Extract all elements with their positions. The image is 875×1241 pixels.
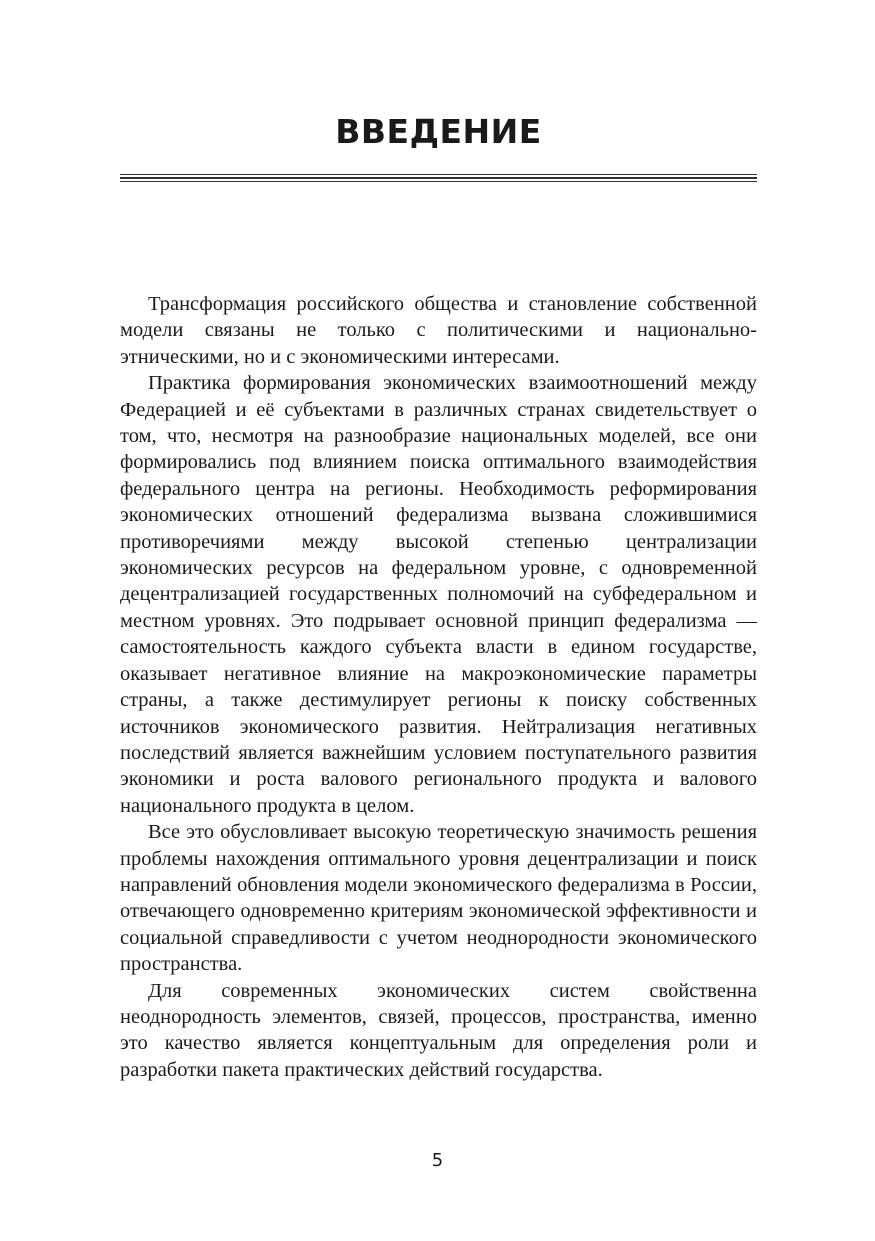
title-rule-bottom <box>120 181 757 182</box>
paragraph-1: Трансформация российского общества и становление собственной модели связаны не только с политическими и национально-этническими, но и с экономическими интересами. <box>120 293 757 368</box>
body-text <box>120 291 757 1083</box>
paragraph-3: Все это обусловливает высокую теоретическую значимость решения проблемы нахождения оптимального уровня децентрализации и поиск направлений обновления модели экономического федерализма в России, отвечающего одновременно критериям экономической эффективности и социальной справедливости с учетом неоднородности экономического пространства. <box>120 821 757 976</box>
chapter-title: ВВЕДЕНИЕ <box>335 112 542 151</box>
paragraph-2: Практика формирования экономических взаимоотношений между Федерацией и её субъектами в различных странах свидетельствует о том, что, несмотря на разнообразие национальных моделей, все они формировались под влиянием поиска оптимального взаимодействия федерального центра на регионы. Необходимость реформирования экономических отношений федерализма вызвана сложившимися противоречиями между высокой степенью централизации экономических ресурсов на федеральном уровне, с одновременной децентрализацией государственных полномочий на субфедеральном и местном уровнях. Это подрывает основной принцип федерализма — самостоятельность каждого субъекта власти в едином государстве, оказывает негативное влияние на макроэкономические параметры страны, а также дестимулирует регионы к поиску собственных источников экономического развития. Нейтрализация негативных последствий является важнейшим условием поступательного развития экономики и роста валового регионального продукта и валового национального продукта в целом. <box>120 372 757 817</box>
page-number: 5 <box>431 1150 444 1171</box>
paragraph-4: Для современных экономических систем свойственна неоднородность элементов, связей, процессов, пространства, именно это качество является концептуальным для определения роли и разработки пакета практических действий государства. <box>120 979 757 1081</box>
title-rule-middle <box>120 177 757 179</box>
title-rule-top <box>120 174 757 175</box>
